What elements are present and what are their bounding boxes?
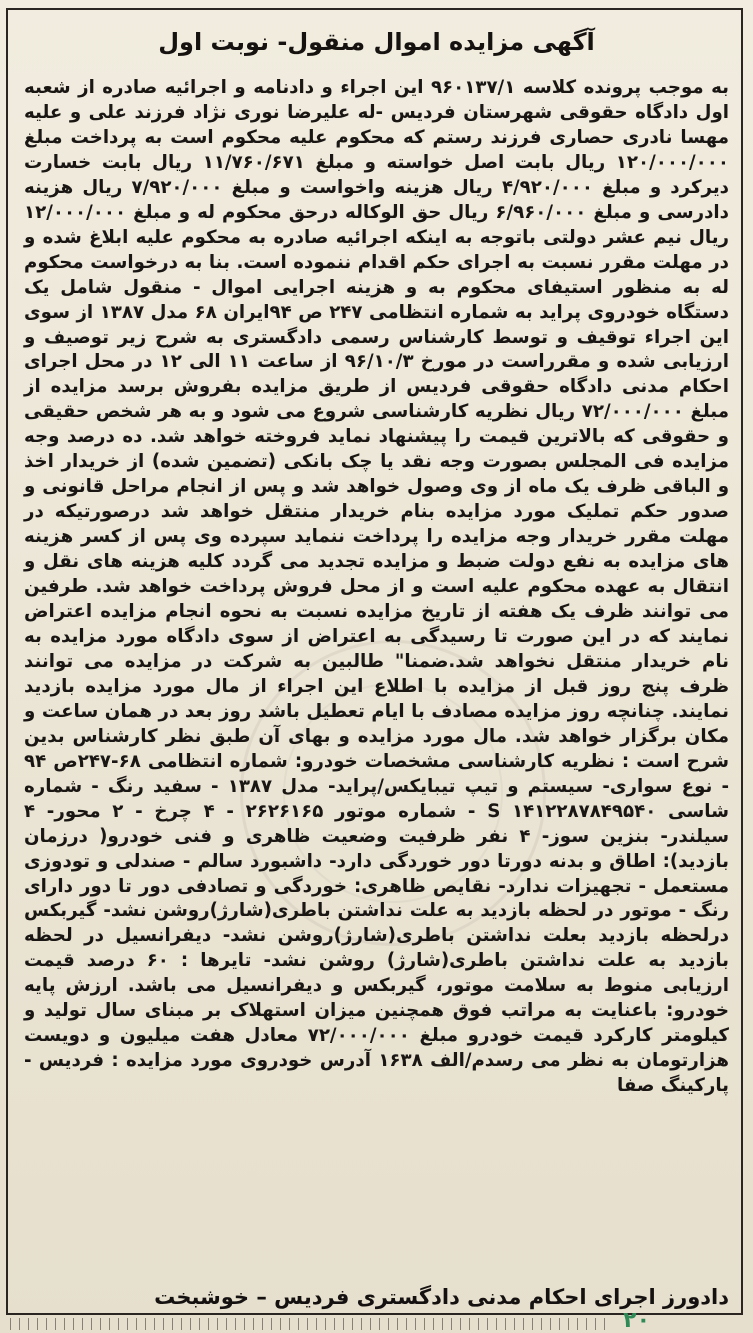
notice-signature: دادورز اجرای احکام مدنی دادگستری فردیس – خوشبخت — [154, 1285, 729, 1309]
notice-title: آگهی مزایده اموال منقول- نوبت اول — [158, 28, 595, 56]
handwritten-corner-number: ۲۰ — [623, 1308, 650, 1333]
clipping-edge-ruler — [10, 1318, 610, 1330]
notice-body-text: به موجب پرونده کلاسه ۹۶۰۱۳۷/۱ این اجراء و دادنامه و اجرائیه صادره از شعبه اول دادگاه حقوقی شهرستان فردیس -له علیرضا نوری نژاد فرزند علی و علیه مهسا نادری حصاری فرزند رستم که محکوم علیه محکوم است به پرداخت مبلغ ۱۲۰/۰۰۰/۰۰۰ ریال بابت اصل خواسته و مبلغ ۱۱/۷۶۰/۶۷۱ ریال بابت خسارت دیرکرد و مبلغ ۴/۹۲۰/۰۰۰ ریال هزینه واخواست و مبلغ ۷/۹۲۰/۰۰۰ ریال هزینه دادرسی و مبلغ ۶/۹۶۰/۰۰۰ ریال حق الوکاله درحق محکوم له و مبلغ ۱۲/۰۰۰/۰۰۰ ریال نیم عشر دولتی باتوجه به اینکه اجرائیه صادره به محکوم علیه ابلاغ شده و در مهلت مقرر نسبت به اجرای حکم اقدام ننموده است. بنا به درخواست محکوم له به منظور استیفای محکوم به و هزینه اجرایی اموال - منقول شامل یک دستگاه خودروی پراید به شماره انتظامی ۲۴۷ ص ۹۴ایران ۶۸ مدل ۱۳۸۷ از سوی این اجراء توقیف و توسط کارشناس رسمی دادگستری به شرح زیر توصیف و ارزیابی شده و مقرراست در مورخ ۹۶/۱۰/۳ از ساعت ۱۱ الی ۱۲ در محل اجرای احکام مدنی دادگاه حقوقی فردیس از طریق مزایده بفروش برسد مزایده از مبلغ ۷۲/۰۰۰/۰۰۰ ریال نظریه کارشناسی شروع می شود و به هر شخص حقیقی و حقوقی که بالاترین قیمت را پیشنهاد نماید فروخته خواهد شد. ده درصد وجه مزایده فی المجلس بصورت وجه نقد یا چک بانکی (تضمین شده) از خریدار اخذ و الباقی ظرف یک ماه از وی وصول خواهد شد و پس از انجام مراحل قانونی و صدور حکم تملیک مورد مزایده بنام خریدار منتقل خواهد شد درصورتیکه در مهلت مقرر خریدار وجه مزایده را پرداخت ننماید سپرده وی پس از کسر هزینه های مزایده به نفع دولت ضبط و مزایده تجدید می گردد کلیه هزینه های نقل و انتقال به عهده محکوم علیه است و از محل فروش پرداخت خواهد شد. طرفین می توانند ظرف یک هفته از تاریخ مزایده نسبت به نحوه انجام مزایده اعتراض نمایند که در این صورت تا رسیدگی به اعتراض از سوی دادگاه مورد مزایده به نام خریدار منتقل نخواهد شد.ضمنا" طالبین به شرکت در مزایده می توانند ظرف پنج روز قبل از مزایده با اطلاع این اجراء از مال مورد مزایده بازدید نمایند. چنانچه روز مزایده مصادف با ایام تعطیل باشد روز بعد در همان ساعت و مکان برگزار خواهد شد. مال مورد مزایده و بهای آن طبق نظر کارشناس بدین شرح است : نظریه کارشناسی مشخصات خودرو: شماره انتظامی ۶۸-۲۴۷ص ۹۴ - نوع سواری- سیستم و تیپ تیبایکس/پراید- مدل ۱۳۸۷ - سفید رنگ - شماره شاسی S ۱۴۱۲۲۸۷۸۴۹۵۴۰ - شماره موتور ۲۶۲۶۱۶۵ - ۴ چرخ - ۲ محور- ۴ سیلندر- بنزین سوز- ۴ نفر ظرفیت وضعیت ظاهری و فنی خودرو( درزمان بازدید): اطاق و بدنه دورتا دور خوردگی دارد- داشبورد سالم - صندلی و تودوزی مستعمل - تجهیزات ندارد- نقایص ظاهری: خوردگی و تصادفی دور تا دور دارای رنگ - موتور در لحظه بازدید به علت نداشتن باطری(شارژ)روشن نشد- گیربکس درلحظه بازدید بعلت نداشتن باطری(شارژ)روشن نشد- دیفرانسیل در لحظه بازدید به علت نداشتن باطری(شارژ) روشن نشد- تایرها : ۶۰ درصد قیمت ارزیابی منوط به سلامت موتور، گیربکس و دیفرانسیل می باشد. ارزش پایه خودرو: باعنایت به مراتب فوق همچنین میزان استهلاک بر مبنای سال تولید و کیلومتر کارکرد قیمت خودرو مبلغ ۷۲/۰۰۰/۰۰۰ معادل هفت میلیون و دویست هزارتومان به نظر می رسدم/الف ۱۶۳۸ آدرس خودروی مورد مزایده : فردیس - پارکینگ صفا — [24, 77, 730, 1097]
notice-body — [24, 76, 729, 1286]
